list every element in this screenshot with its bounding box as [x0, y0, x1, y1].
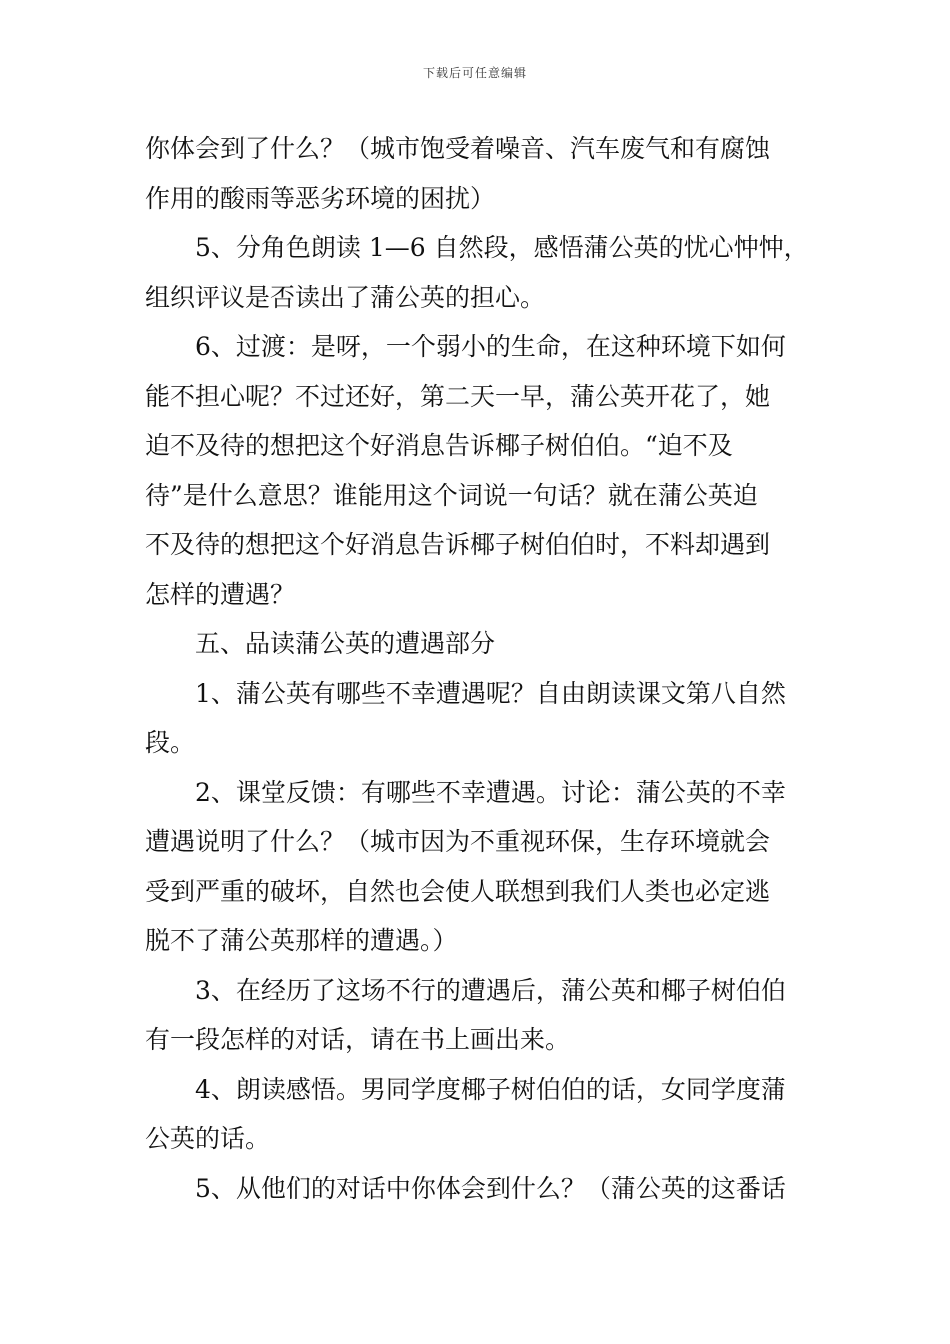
text-line: 有一段怎样的对话，请在书上画出来。: [145, 1025, 571, 1054]
section-heading: 五、品读蒲公英的遭遇部分: [195, 629, 496, 658]
text-line: 段。: [145, 728, 196, 757]
text-line: 迫不及待的想把这个好消息告诉椰子树伯伯。“迫不及: [145, 431, 733, 460]
text-line: 5、分角色朗读 1—6 自然段，感悟蒲公英的忧心忡忡，: [195, 233, 809, 262]
page-header-note: 下载后可任意编辑: [422, 66, 527, 80]
text-line: 6、过渡：是呀，一个弱小的生命，在这种环境下如何: [195, 332, 786, 361]
text-line: 4、朗读感悟。男同学度椰子树伯伯的话，女同学度蒲: [195, 1074, 786, 1104]
text-line: 不及待的想把这个好消息告诉椰子树伯伯时，不料却遇到: [145, 530, 771, 559]
text-line: 1、蒲公英有哪些不幸遭遇呢？自由朗读课文第八自然: [195, 678, 786, 708]
text-line: 3、在经历了这场不行的遭遇后，蒲公英和椰子树伯伯: [195, 975, 786, 1005]
text-line: 脱不了蒲公英那样的遭遇。）: [145, 926, 458, 955]
document-body: [145, 124, 810, 1213]
text-line: 待”是什么意思？谁能用这个词说一句话？就在蒲公英迫: [145, 480, 758, 510]
text-line: 遭遇说明了什么？（城市因为不重视环保，生存环境就会: [145, 827, 771, 856]
text-line: 作用的酸雨等恶劣环境的困扰）: [145, 183, 496, 213]
text-line: 组织评议是否读出了蒲公英的担心。: [145, 282, 546, 312]
text-line: 5、从他们的对话中你体会到什么？（蒲公英的这番话: [195, 1173, 786, 1203]
text-line: 公英的话。: [145, 1124, 271, 1153]
text-line: 怎样的遭遇？: [145, 579, 296, 609]
text-line: 受到严重的破坏，自然也会使人联想到我们人类也必定逃: [145, 876, 771, 906]
text-line: 能不担心呢？不过还好，第二天一早，蒲公英开花了，她: [145, 381, 771, 411]
text-line: 2、课堂反馈：有哪些不幸遭遇。讨论：蒲公英的不幸: [195, 777, 786, 807]
text-line: 你体会到了什么？（城市饱受着噪音、汽车废气和有腐蚀: [145, 134, 771, 163]
